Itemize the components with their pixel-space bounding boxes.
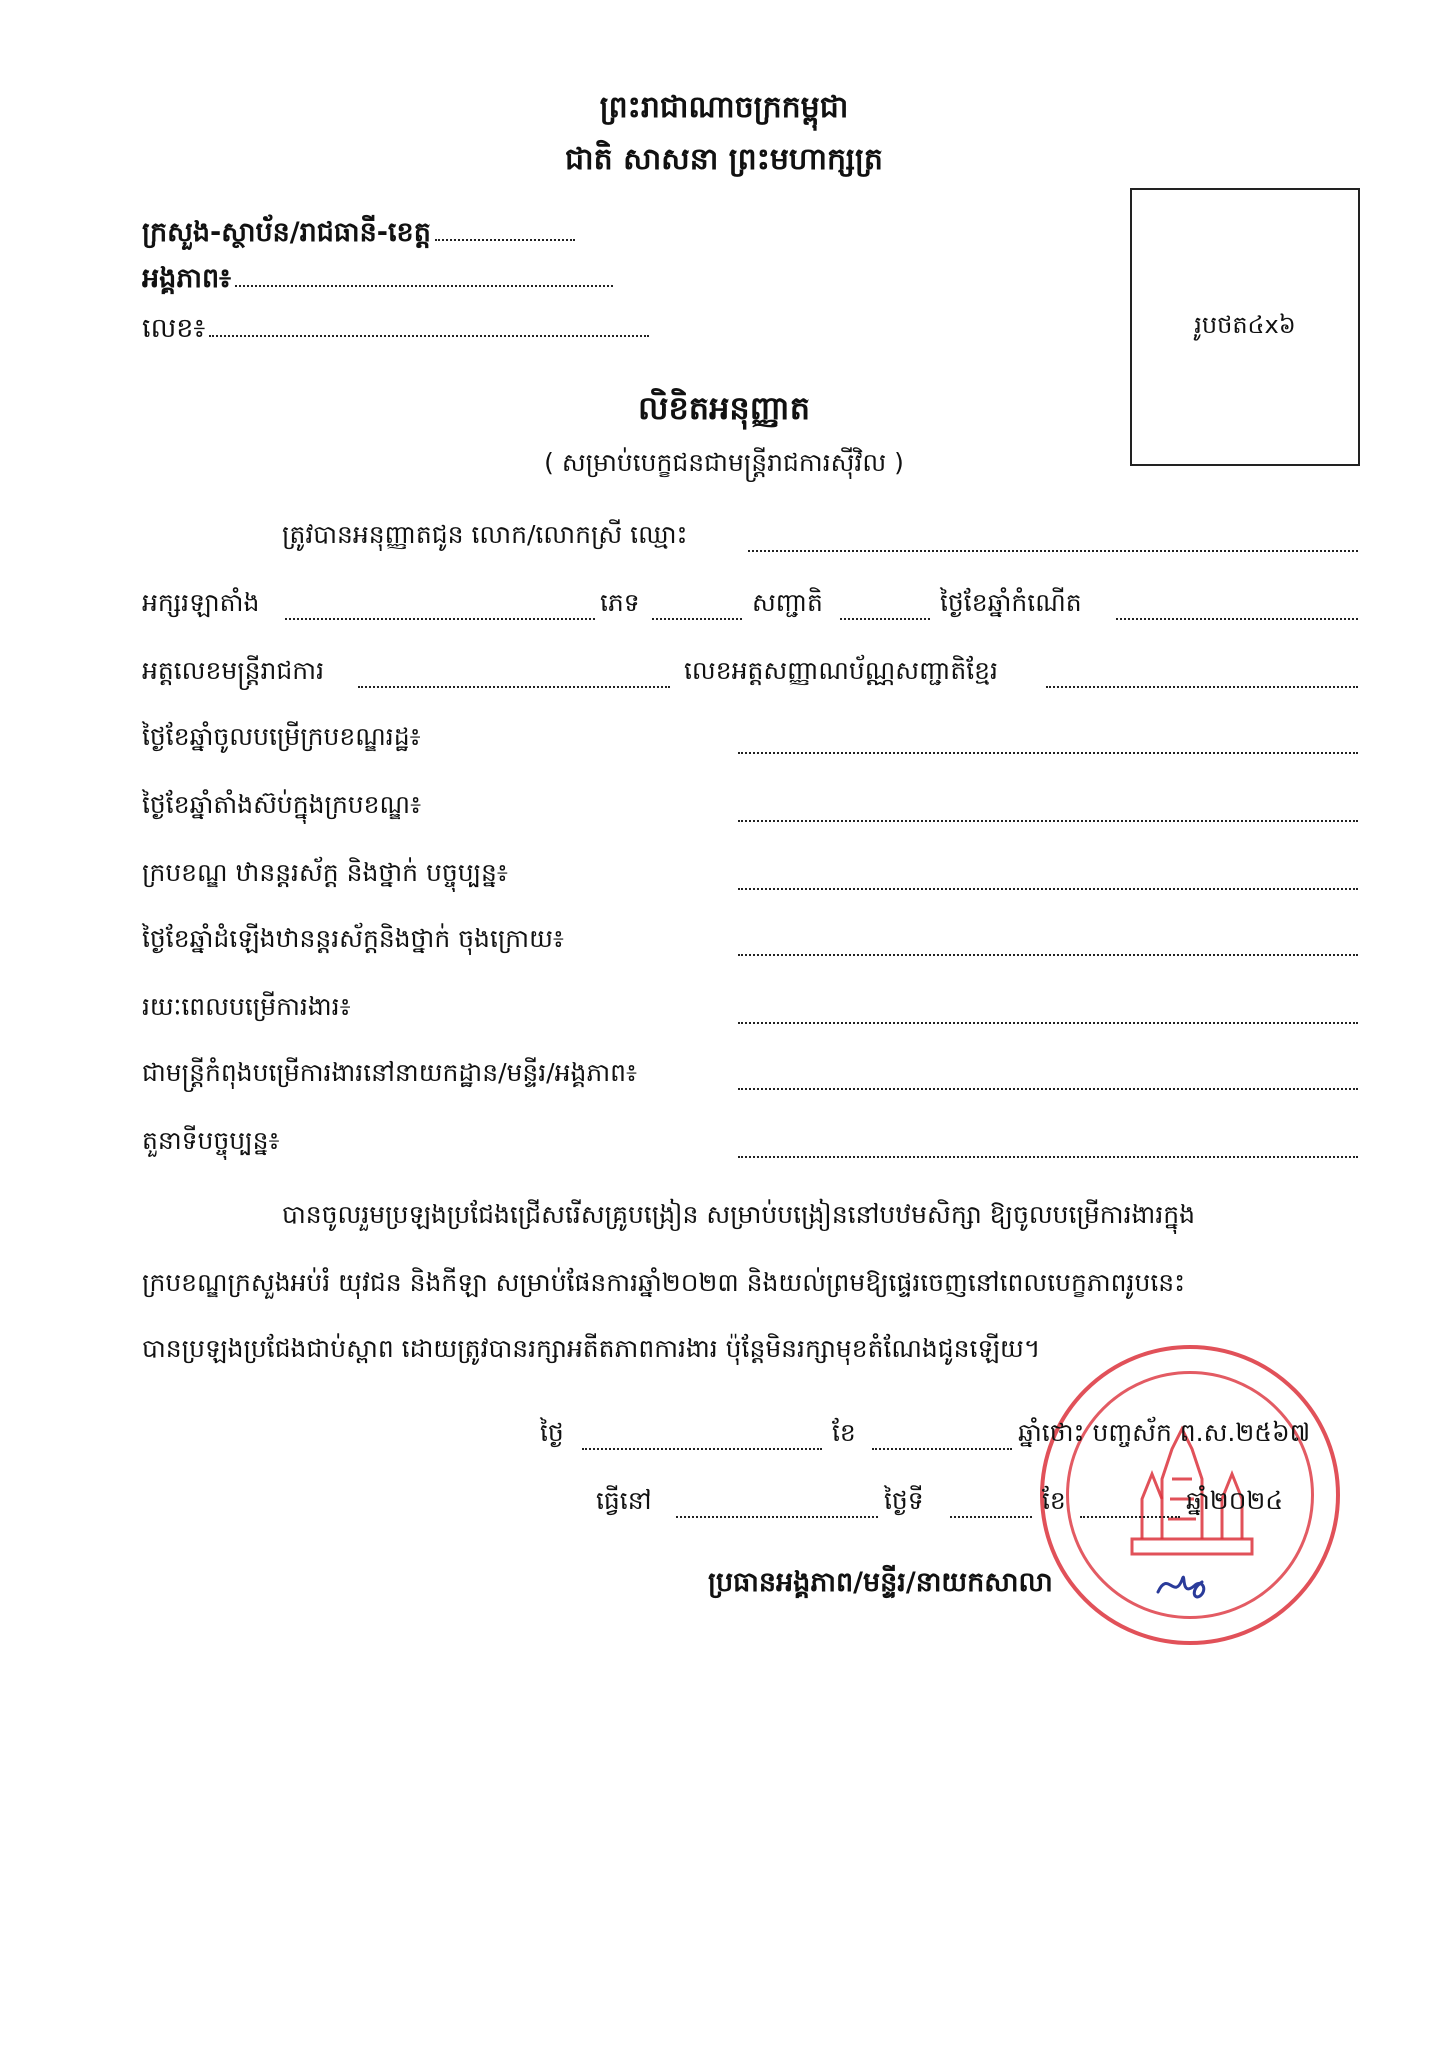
field-latin-name[interactable] — [285, 618, 595, 620]
ministry-line — [142, 216, 575, 255]
number-label: លេខ៖ — [142, 313, 206, 344]
field-label-gender: ភេទ — [600, 588, 640, 617]
item-field[interactable] — [738, 888, 1358, 890]
ministry-label: ក្រសួង-ស្ថាប័ន/រាជធានី-ខេត្ត — [142, 217, 431, 248]
field-label-latin: អក្សរឡាតាំង — [142, 588, 260, 617]
item-field[interactable] — [738, 820, 1358, 822]
field-label-national-id: លេខអត្តសញ្ញាណប័ណ្ណសញ្ជាតិខ្មែរ — [684, 656, 998, 685]
item-label: ថ្ងៃខែឆ្នាំចូលបម្រើក្របខណ្ឌរដ្ឋ៖ — [142, 722, 421, 751]
body-line-3: បានប្រឡងប្រជែងជាប់ស្ពាព ដោយត្រូវបានរក្សាអតីតភាពការងារ ប៉ុន្តែមិនរក្សាមុខតំណែងជូនឡើយ។ — [142, 1334, 1041, 1363]
document-subtitle: ( សម្រាប់បេក្ខជនជាមន្រ្តីរាជការស៊ីវិល ) — [544, 448, 904, 477]
date-day2-field[interactable] — [950, 1516, 1032, 1518]
body-line-2: ក្របខណ្ឌក្រសួងអប់រំ យុវជន និងកីឡា សម្រាប់ផែនការឆ្នាំ២០២៣ និងយល់ព្រមឱ្យផ្ទេរចេញនៅពេលបេក្ខភាពរូបនេះ — [142, 1268, 1186, 1297]
field-nationality[interactable] — [840, 618, 930, 620]
date-month2-field[interactable] — [1080, 1516, 1180, 1518]
date-lunar-year: ឆ្នាំថោះ បញ្ចស័ក ព.ស.២៥៦៧ — [1018, 1418, 1311, 1447]
signatory-title: ប្រធានអង្គភាព/មន្ទីរ/នាយកសាលា — [708, 1567, 1053, 1598]
entity-line — [142, 262, 613, 301]
item-label: ជាមន្រ្តីកំពុងបម្រើការងារនៅនាយកដ្ឋាន/មន្ទីរ/អង្គភាព៖ — [142, 1058, 637, 1087]
made-at-label: ធ្វើនៅ — [596, 1486, 652, 1515]
item-field[interactable] — [738, 1156, 1358, 1158]
field-birth-date[interactable] — [1116, 618, 1358, 620]
ministry-dots[interactable] — [435, 239, 575, 241]
entity-dots[interactable] — [235, 285, 613, 287]
item-label: តួនាទីបច្ចុប្បន្ន៖ — [142, 1126, 280, 1155]
date-day-field[interactable] — [582, 1448, 822, 1450]
item-field[interactable] — [738, 752, 1358, 754]
number-dots[interactable] — [209, 335, 649, 337]
body-line-1: បានចូលរួមប្រឡងប្រជែងជ្រើសរើសគ្រូបង្រៀន សម្រាប់បង្រៀននៅបឋមសិក្សា ឱ្យចូលបម្រើការងារក្នុង — [282, 1200, 1195, 1229]
field-label-nationality: សញ្ជាតិ — [752, 588, 823, 617]
motto: ជាតិ សាសនា ព្រះមហាក្សត្រ — [565, 142, 883, 177]
field-label-name: ត្រូវបានអនុញ្ញាតជូន លោក/លោកស្រី ឈ្មោះ — [282, 520, 688, 549]
date-month-field[interactable] — [872, 1448, 1012, 1450]
field-label-birth: ថ្ងៃខែឆ្នាំកំណើត — [940, 588, 1082, 617]
item-field[interactable] — [738, 1088, 1358, 1090]
photo-label: រូបថត៤x៦ — [1194, 311, 1296, 339]
handwritten-signature — [1150, 1560, 1220, 1610]
item-field[interactable] — [738, 1022, 1358, 1024]
kingdom-title: ព្រះរាជាណាចក្រកម្ពុជា — [599, 90, 849, 125]
field-civil-servant-id[interactable] — [358, 686, 670, 688]
date-day2-label: ថ្ងៃទី — [884, 1486, 924, 1515]
date-month2-label: ខែ — [1042, 1486, 1066, 1515]
made-at-field[interactable] — [676, 1516, 878, 1518]
field-gender[interactable] — [652, 618, 742, 620]
date-day-label: ថ្ងៃ — [540, 1418, 564, 1447]
document-title: លិខិតអនុញ្ញាត — [637, 389, 811, 427]
entity-label: អង្គភាព៖ — [142, 263, 231, 294]
item-label: រយៈពេលបម្រើការងារ៖ — [142, 992, 351, 1021]
number-line — [142, 312, 649, 351]
item-label: ថ្ងៃខែឆ្នាំតាំងស៊ប់ក្នុងក្របខណ្ឌ៖ — [142, 790, 422, 819]
date-month-label: ខែ — [832, 1418, 856, 1447]
field-name[interactable] — [748, 550, 1358, 552]
field-national-id[interactable] — [1046, 686, 1358, 688]
item-label: ក្របខណ្ឌ ឋានន្តរស័ក្ត និងថ្នាក់ បច្ចុប្បន្ន៖ — [142, 858, 508, 887]
item-label: ថ្ងៃខែឆ្នាំដំឡើងឋានន្តរស័ក្តនិងថ្នាក់ ចុងក្រោយ៖ — [142, 924, 564, 953]
item-field[interactable] — [738, 954, 1358, 956]
date-year: ឆ្នាំ២០២៤ — [1186, 1486, 1284, 1515]
field-label-civil-id: អត្តលេខមន្រ្តីរាជការ — [142, 656, 325, 685]
